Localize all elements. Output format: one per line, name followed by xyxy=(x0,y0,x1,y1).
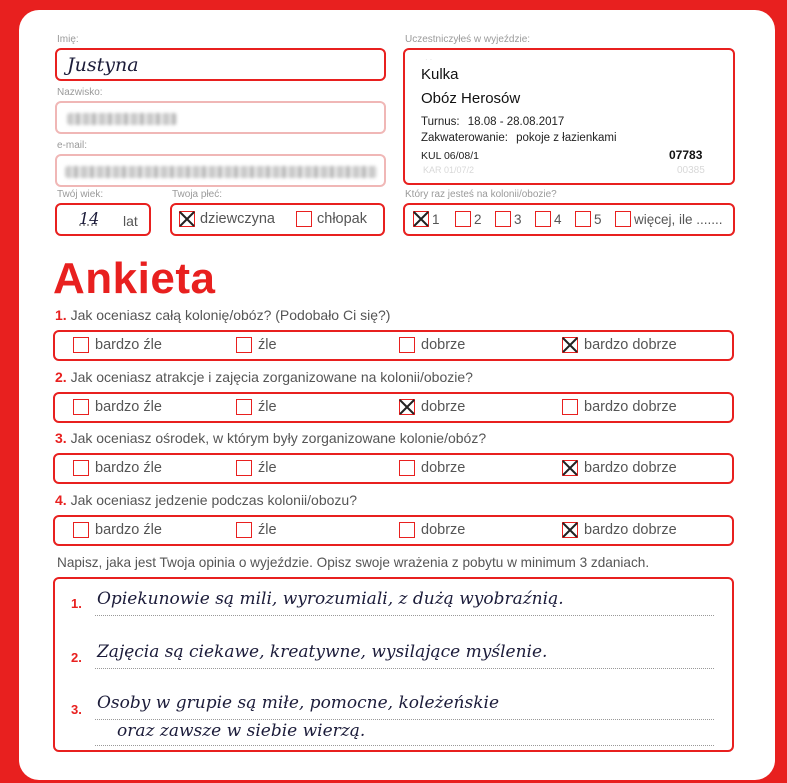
opinion-dotted-line-2 xyxy=(95,668,714,669)
q3-checkbox-bad[interactable] xyxy=(236,460,252,476)
times-2-label: 2 xyxy=(474,211,482,227)
q2-checkbox-good[interactable] xyxy=(399,399,415,415)
redacted-email xyxy=(65,166,377,178)
surname-label: Nazwisko: xyxy=(57,87,103,98)
opinion-line-2-number: 2. xyxy=(71,650,82,665)
q4-good-label: dobrze xyxy=(421,522,466,538)
turnus-value: 18.08 - 28.08.2017 xyxy=(467,116,565,128)
lodging-value: pokoje z łazienkami xyxy=(516,132,617,144)
q4-bad-label: źle xyxy=(258,522,277,538)
question-3-number: 3. xyxy=(55,430,67,446)
q4-option-good[interactable] xyxy=(399,522,465,538)
trip-code: KUL 06/08/1 xyxy=(421,150,479,162)
opinion-line-3-number: 3. xyxy=(71,702,82,717)
age-label: Twój wiek: xyxy=(57,189,104,200)
email-field[interactable] xyxy=(55,154,386,187)
q1-very-good-label: bardzo dobrze xyxy=(584,337,677,353)
q4-option-bad[interactable] xyxy=(236,522,277,538)
times-option-3[interactable] xyxy=(495,211,522,227)
q1-checkbox-bad[interactable] xyxy=(236,337,252,353)
q3-checkbox-very-good[interactable] xyxy=(562,460,578,476)
question-3-ratings xyxy=(53,453,734,484)
ghost-number: 00385 xyxy=(677,165,705,176)
name-field[interactable] xyxy=(55,48,386,81)
times-label: Który raz jesteś na kolonii/obozie? xyxy=(405,189,557,200)
redacted-surname xyxy=(67,113,177,125)
q3-very-good-label: bardzo dobrze xyxy=(584,460,677,476)
checkbox-girl[interactable] xyxy=(179,211,195,227)
q1-checkbox-good[interactable] xyxy=(399,337,415,353)
q2-checkbox-very-good[interactable] xyxy=(562,399,578,415)
checkbox-times-2[interactable] xyxy=(455,211,471,227)
times-option-5[interactable] xyxy=(575,211,602,227)
q3-option-bad[interactable] xyxy=(236,460,277,476)
gender-girl-label: dziewczyna xyxy=(200,211,275,227)
checkbox-times-more[interactable] xyxy=(615,211,631,227)
question-2 xyxy=(55,369,473,385)
age-value: 14 xyxy=(79,209,100,228)
opinion-line-3-text: Osoby w grupie są miłe, pomocne, koleżeńskie xyxy=(97,693,500,713)
gender-field xyxy=(170,203,385,236)
q2-checkbox-bad[interactable] xyxy=(236,399,252,415)
times-1-label: 1 xyxy=(432,211,440,227)
q3-option-very-bad[interactable] xyxy=(73,460,162,476)
opinion-dotted-line-1 xyxy=(95,615,714,616)
q2-very-good-label: bardzo dobrze xyxy=(584,399,677,415)
times-more-label: więcej, ile ....... xyxy=(634,211,723,227)
opinion-line-2-text: Zajęcia są ciekawe, kreatywne, wysilające myślenie. xyxy=(97,642,548,662)
lodging-line xyxy=(421,132,617,144)
q4-checkbox-very-bad[interactable] xyxy=(73,522,89,538)
trip-name: Kulka xyxy=(421,66,459,83)
times-option-more[interactable] xyxy=(615,211,723,227)
times-option-4[interactable] xyxy=(535,211,562,227)
gender-boy-label: chłopak xyxy=(317,211,367,227)
q2-option-bad[interactable] xyxy=(236,399,277,415)
q3-good-label: dobrze xyxy=(421,460,466,476)
q1-option-very-bad[interactable] xyxy=(73,337,162,353)
q1-checkbox-very-good[interactable] xyxy=(562,337,578,353)
q2-option-very-bad[interactable] xyxy=(73,399,162,415)
trip-label: Uczestniczyłeś w wyjeździe: xyxy=(405,34,531,45)
q4-checkbox-very-good[interactable] xyxy=(562,522,578,538)
question-3 xyxy=(55,430,486,446)
surname-field[interactable] xyxy=(55,101,386,134)
q3-option-good[interactable] xyxy=(399,460,465,476)
turnus-label: Turnus: xyxy=(421,116,460,128)
opinion-field[interactable] xyxy=(53,577,734,752)
q2-option-very-good[interactable] xyxy=(562,399,677,415)
age-field[interactable] xyxy=(55,203,151,236)
question-2-ratings xyxy=(53,392,734,423)
question-4-ratings xyxy=(53,515,734,546)
q1-good-label: dobrze xyxy=(421,337,466,353)
question-1-number: 1. xyxy=(55,307,67,323)
question-3-text: Jak oceniasz ośrodek, w którym były zorganizowane kolonie/obóz? xyxy=(70,430,487,446)
question-2-number: 2. xyxy=(55,369,67,385)
q3-bad-label: źle xyxy=(258,460,277,476)
times-field xyxy=(403,203,735,236)
opinion-dotted-line-4 xyxy=(95,745,714,746)
q2-good-label: dobrze xyxy=(421,399,466,415)
question-4-text: Jak oceniasz jedzenie podczas kolonii/obozu? xyxy=(70,492,357,508)
trip-number: 07783 xyxy=(669,148,703,162)
q3-very-bad-label: bardzo źle xyxy=(95,460,162,476)
trip-label-sticker xyxy=(413,60,727,161)
name-label: Imię: xyxy=(57,34,79,45)
q1-very-bad-label: bardzo źle xyxy=(95,337,162,353)
ghost-code: KAR 01/07/2 xyxy=(423,165,475,175)
q4-option-very-good[interactable] xyxy=(562,522,677,538)
q4-checkbox-good[interactable] xyxy=(399,522,415,538)
q4-checkbox-bad[interactable] xyxy=(236,522,252,538)
name-value: Justyna xyxy=(67,54,139,76)
email-label: e-mail: xyxy=(57,140,88,151)
opinion-prompt: Napisz, jaka jest Twoja opinia o wyjeździe. Opisz swoje wrażenia z pobytu w minimum 3 zdaniach. xyxy=(57,555,650,570)
times-option-2[interactable] xyxy=(455,211,482,227)
q1-option-very-good[interactable] xyxy=(562,337,677,353)
opinion-line-3-text-cont: oraz zawsze w siebie wierzą. xyxy=(117,721,366,741)
checkbox-times-5[interactable] xyxy=(575,211,591,227)
q4-very-good-label: bardzo dobrze xyxy=(584,522,677,538)
q2-very-bad-label: bardzo źle xyxy=(95,399,162,415)
trip-camp: Obóz Herosów xyxy=(421,90,521,107)
question-1-ratings xyxy=(53,330,734,361)
opinion-line-1-text: Opiekunowie są mili, wyrozumiali, z dużą wyobraźnią. xyxy=(97,589,564,609)
q3-checkbox-good[interactable] xyxy=(399,460,415,476)
times-option-1[interactable] xyxy=(413,211,440,227)
gender-option-girl[interactable] xyxy=(179,211,275,227)
checkbox-boy[interactable] xyxy=(296,211,312,227)
q2-bad-label: źle xyxy=(258,399,277,415)
question-4 xyxy=(55,492,357,508)
times-5-label: 5 xyxy=(594,211,602,227)
times-3-label: 3 xyxy=(514,211,522,227)
q4-very-bad-label: bardzo źle xyxy=(95,522,162,538)
gender-option-boy[interactable] xyxy=(296,211,367,227)
q2-option-good[interactable] xyxy=(399,399,465,415)
q1-checkbox-very-bad[interactable] xyxy=(73,337,89,353)
lodging-label: Zakwaterowanie: xyxy=(421,132,508,144)
times-4-label: 4 xyxy=(554,211,562,227)
q4-option-very-bad[interactable] xyxy=(73,522,162,538)
checkbox-times-1[interactable] xyxy=(413,211,429,227)
question-1 xyxy=(55,307,390,323)
q1-bad-label: źle xyxy=(258,337,277,353)
q3-checkbox-very-bad[interactable] xyxy=(73,460,89,476)
q1-option-good[interactable] xyxy=(399,337,465,353)
trip-field xyxy=(403,48,735,185)
checkbox-times-4[interactable] xyxy=(535,211,551,227)
question-1-text: Jak oceniasz całą kolonię/obóz? (Podobało Ci się?) xyxy=(70,307,391,323)
survey-title: Ankieta xyxy=(53,254,216,303)
turnus-line xyxy=(421,116,564,128)
age-unit: lat xyxy=(123,213,138,229)
opinion-dotted-line-3 xyxy=(95,719,714,720)
checkbox-times-3[interactable] xyxy=(495,211,511,227)
gender-label: Twoja płeć: xyxy=(172,189,223,200)
q1-option-bad[interactable] xyxy=(236,337,277,353)
question-2-text: Jak oceniasz atrakcje i zajęcia zorganizowane na kolonii/obozie? xyxy=(70,369,473,385)
q3-option-very-good[interactable] xyxy=(562,460,677,476)
question-4-number: 4. xyxy=(55,492,67,508)
opinion-line-1-number: 1. xyxy=(71,596,82,611)
q2-checkbox-very-bad[interactable] xyxy=(73,399,89,415)
